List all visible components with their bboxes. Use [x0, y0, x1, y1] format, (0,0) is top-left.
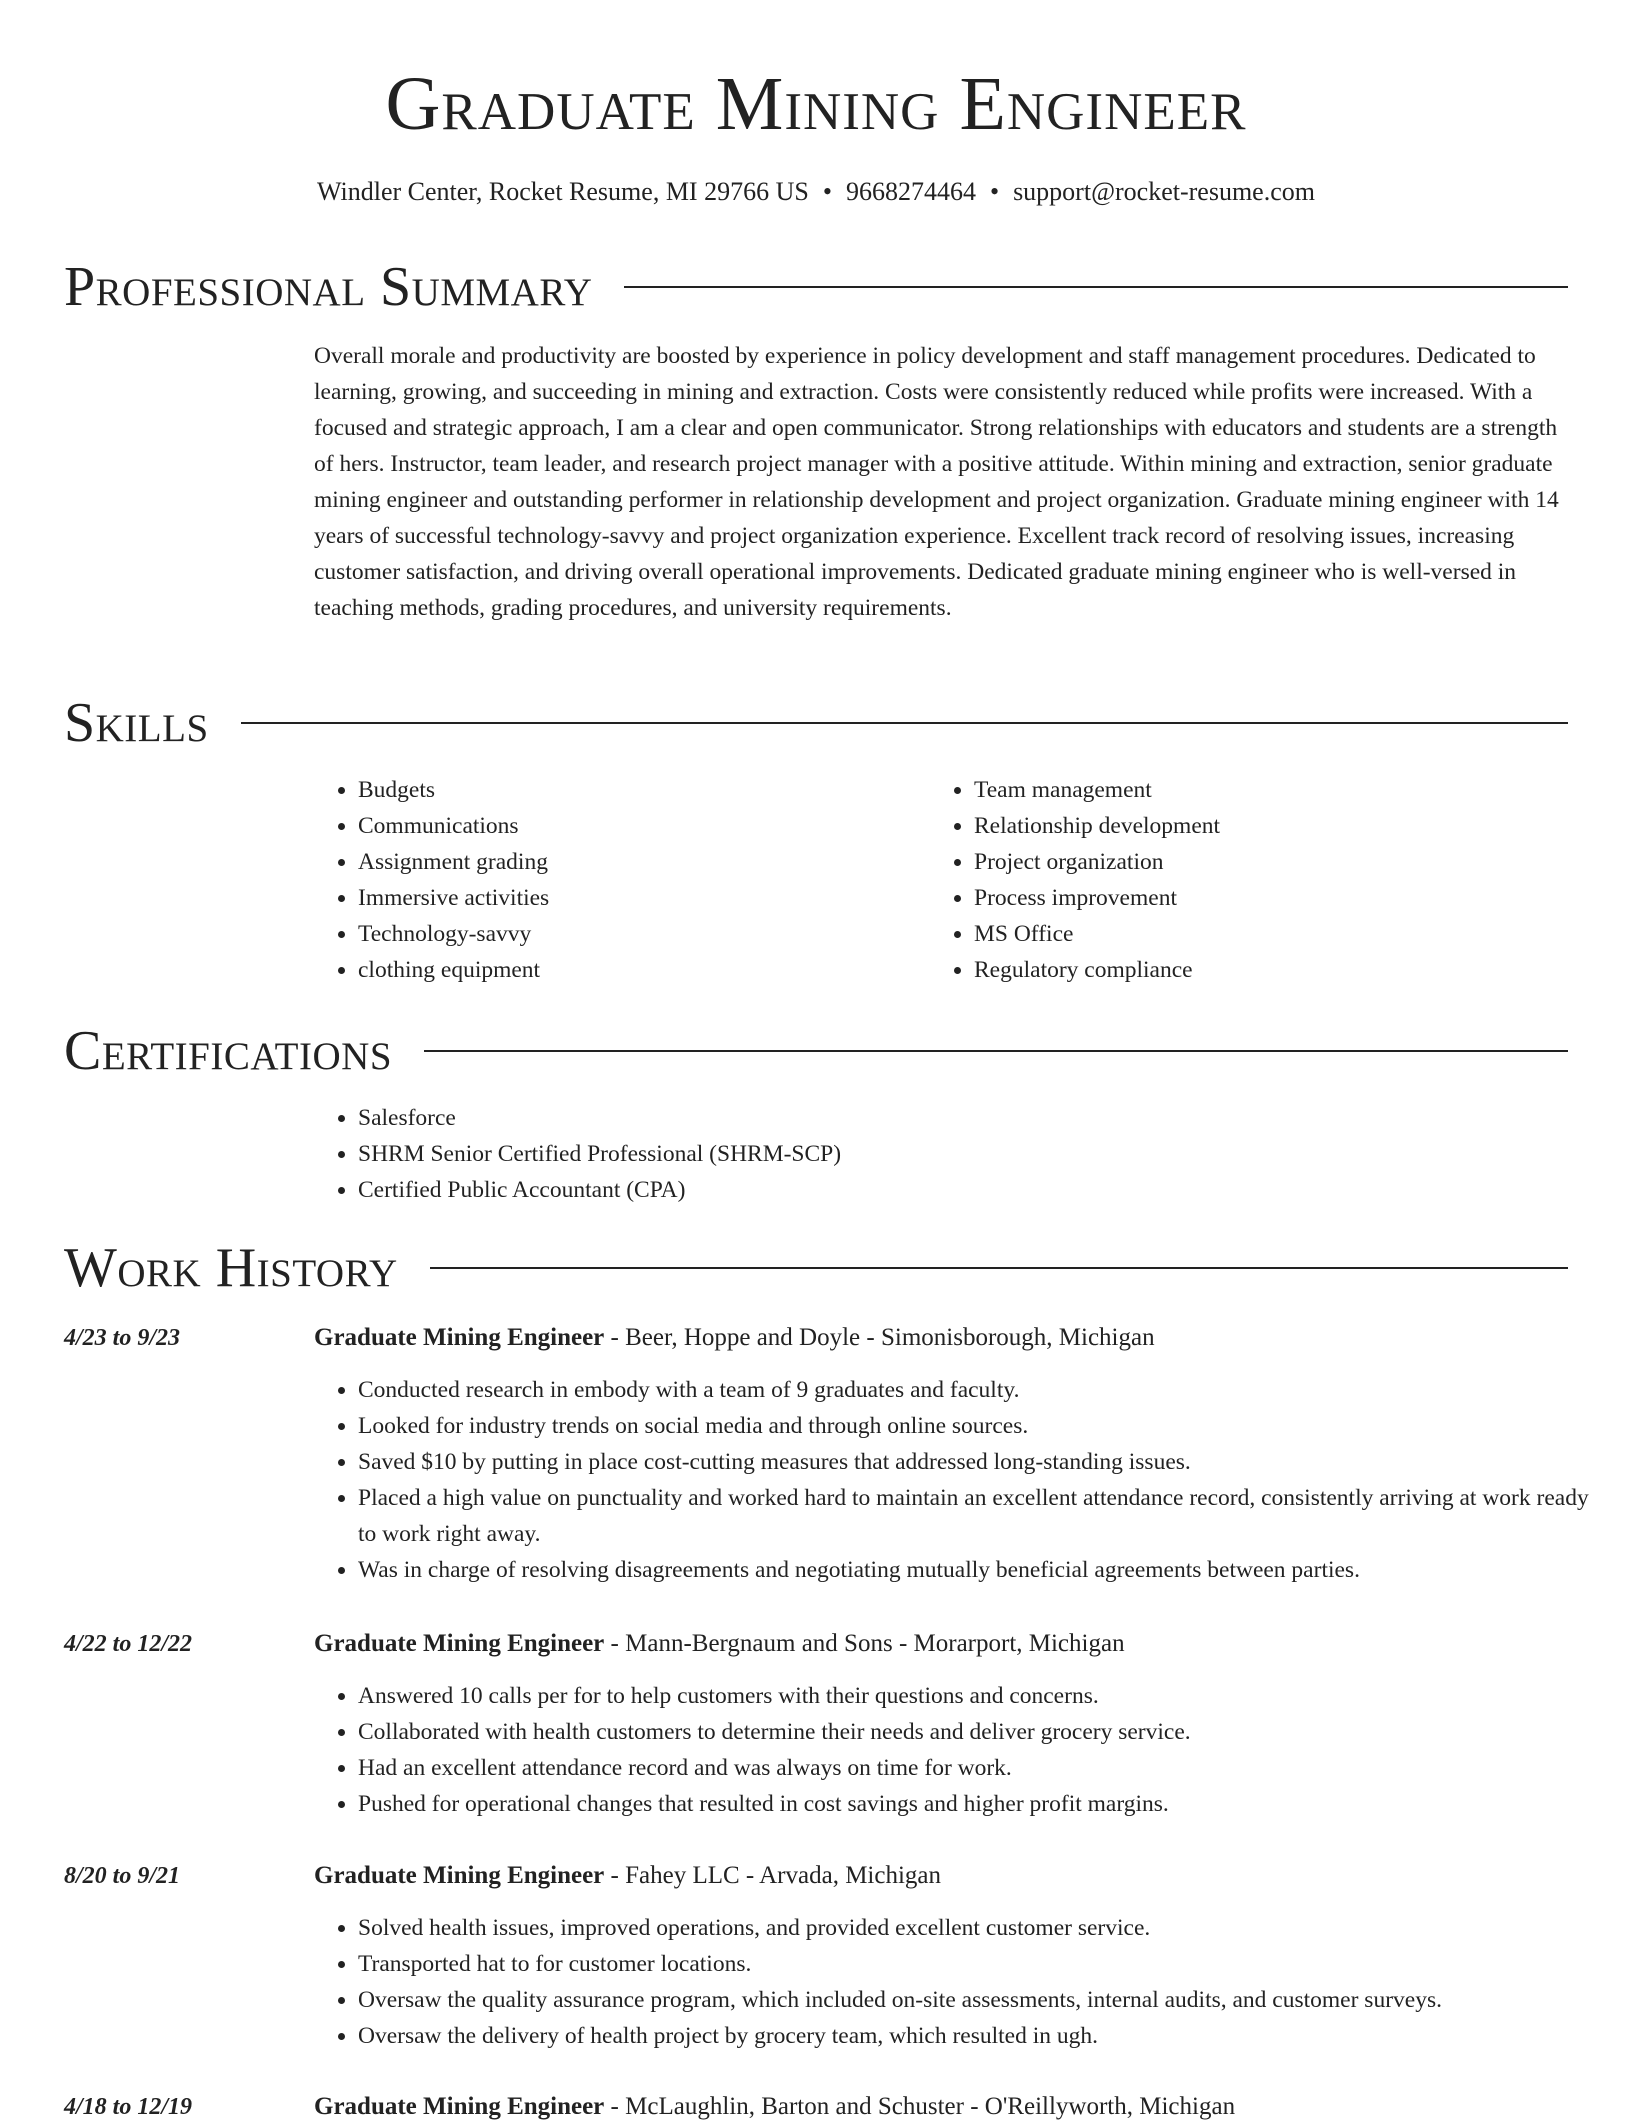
job-bullet: • Answered 10 calls per for to help customers with their questions and concerns. [358, 1678, 1612, 1714]
certification-item: • Salesforce [358, 1100, 1558, 1136]
skill-item: • Process improvement [974, 880, 1614, 916]
section-header-summary [64, 252, 1568, 322]
job-title-line [314, 2089, 1235, 2125]
skill-item: • Relationship development [974, 808, 1614, 844]
certifications-list [314, 1100, 1558, 1208]
skill-item: • Budgets [358, 772, 918, 808]
job-bullet: • Had an excellent attendance record and was always on time for work. [358, 1750, 1612, 1786]
section-title-summary: Professional Summary [64, 256, 593, 318]
job-bullet: • Oversaw the delivery of health project by grocery team, which resulted in ugh. [358, 2018, 1612, 2054]
job-bullet: • Conducted research in embody with a team of 9 graduates and faculty. [358, 1372, 1612, 1408]
job-company: - McLaughlin, Barton and Schuster - O'Reillyworth, Michigan [604, 2093, 1236, 2120]
job-bullet: • Placed a high value on punctuality and worked hard to maintain an excellent attendance record, consistently arriving at work ready to work right away. [358, 1480, 1612, 1552]
job-dates: 4/22 to 12/22 [64, 1631, 193, 1657]
job-company: - Fahey LLC - Arvada, Michigan [604, 1862, 942, 1889]
resume-title: Graduate Mining Engineer [385, 62, 1247, 146]
certification-item: • SHRM Senior Certified Professional (SHRM-SCP) [358, 1136, 1558, 1172]
section-title-certifications: Certifications [64, 1020, 393, 1082]
contact-email[interactable]: support@rocket-resume.com [1013, 177, 1315, 206]
job-dates: 4/18 to 12/19 [64, 2094, 193, 2120]
skill-item: • MS Office [974, 916, 1614, 952]
job-title-line [314, 1320, 1155, 1356]
section-divider [241, 722, 1568, 724]
contact-address: Windler Center, Rocket Resume, MI 29766 US [317, 177, 809, 206]
job-title: Graduate Mining Engineer [314, 2093, 605, 2120]
job-title: Graduate Mining Engineer [314, 1324, 605, 1351]
section-title-work-history: Work History [64, 1237, 398, 1299]
contact-line [0, 174, 1632, 210]
skill-item: • Project organization [974, 844, 1614, 880]
job-dates: 4/23 to 9/23 [64, 1325, 181, 1351]
job-bullet: • Was in charge of resolving disagreements and negotiating mutually beneficial agreements between parties. [358, 1552, 1612, 1588]
section-divider [430, 1267, 1568, 1269]
job-bullets [314, 1372, 1612, 1588]
job-bullet: • Oversaw the quality assurance program, which included on-site assessments, internal audits, and customer surveys. [358, 1982, 1612, 2018]
section-divider [624, 286, 1568, 288]
contact-separator: • [989, 177, 1000, 206]
skills-list-left [314, 772, 918, 988]
skill-item: • Team management [974, 772, 1614, 808]
contact-phone[interactable]: 9668274464 [845, 177, 976, 206]
job-bullet: • Collaborated with health customers to determine their needs and deliver grocery service. [358, 1714, 1612, 1750]
section-title-skills: Skills [64, 692, 209, 754]
job-title: Graduate Mining Engineer [314, 1862, 605, 1889]
skills-list-right [930, 772, 1614, 988]
job-company: - Beer, Hoppe and Doyle - Simonisborough, Michigan [604, 1324, 1155, 1351]
skill-item: • Technology-savvy [358, 916, 918, 952]
job-dates: 8/20 to 9/21 [64, 1863, 181, 1889]
job-company: - Mann-Bergnaum and Sons - Morarport, Michigan [604, 1630, 1125, 1657]
summary-text: Overall morale and productivity are boosted by experience in policy development and staff management procedures. Dedicated to learning, growing, and succeeding in mining and extraction. Costs were consistently reduced while profits were increased. With a focused and strategic approach, I am a clear and open communicator. Strong relationships with educators and students are a strength of hers. Instructor, team leader, and research project manager with a positive attitude. Within mining and extraction, senior graduate mining engineer and outstanding performer in relationship development and project organization. Graduate mining engineer with 14 years of successful technology-savvy and project organization experience. Excellent track record of resolving issues, increasing customer satisfaction, and driving overall operational improvements. Dedicated graduate mining engineer who is well-versed in teaching methods, grading procedures, and university requirements. [314, 343, 1559, 621]
job-bullet: • Saved $10 by putting in place cost-cutting measures that addressed long-standing issues. [358, 1444, 1612, 1480]
job-bullet: • Solved health issues, improved operations, and provided excellent customer service. [358, 1910, 1612, 1946]
contact-separator: • [822, 177, 832, 206]
skill-item: • clothing equipment [358, 952, 918, 988]
skill-item: • Assignment grading [358, 844, 918, 880]
job-title-line [314, 1858, 941, 1894]
section-header-skills [64, 688, 1568, 758]
job-bullets [314, 1910, 1612, 2054]
job-bullet: • Pushed for operational changes that resulted in cost savings and higher profit margins. [358, 1786, 1612, 1822]
skill-item: • Communications [358, 808, 918, 844]
job-bullet: • Transported hat to for customer locations. [358, 1946, 1612, 1982]
job-title-line [314, 1626, 1125, 1662]
job-bullet: • Looked for industry trends on social media and through online sources. [358, 1408, 1612, 1444]
section-header-certifications [64, 1016, 1568, 1086]
job-bullets [314, 1678, 1612, 1822]
skill-item: • Immersive activities [358, 880, 918, 916]
skill-item: • Regulatory compliance [974, 952, 1614, 988]
section-divider [424, 1050, 1568, 1052]
section-header-work-history [64, 1233, 1568, 1303]
certification-item: • Certified Public Accountant (CPA) [358, 1172, 1558, 1208]
job-title: Graduate Mining Engineer [314, 1630, 605, 1657]
